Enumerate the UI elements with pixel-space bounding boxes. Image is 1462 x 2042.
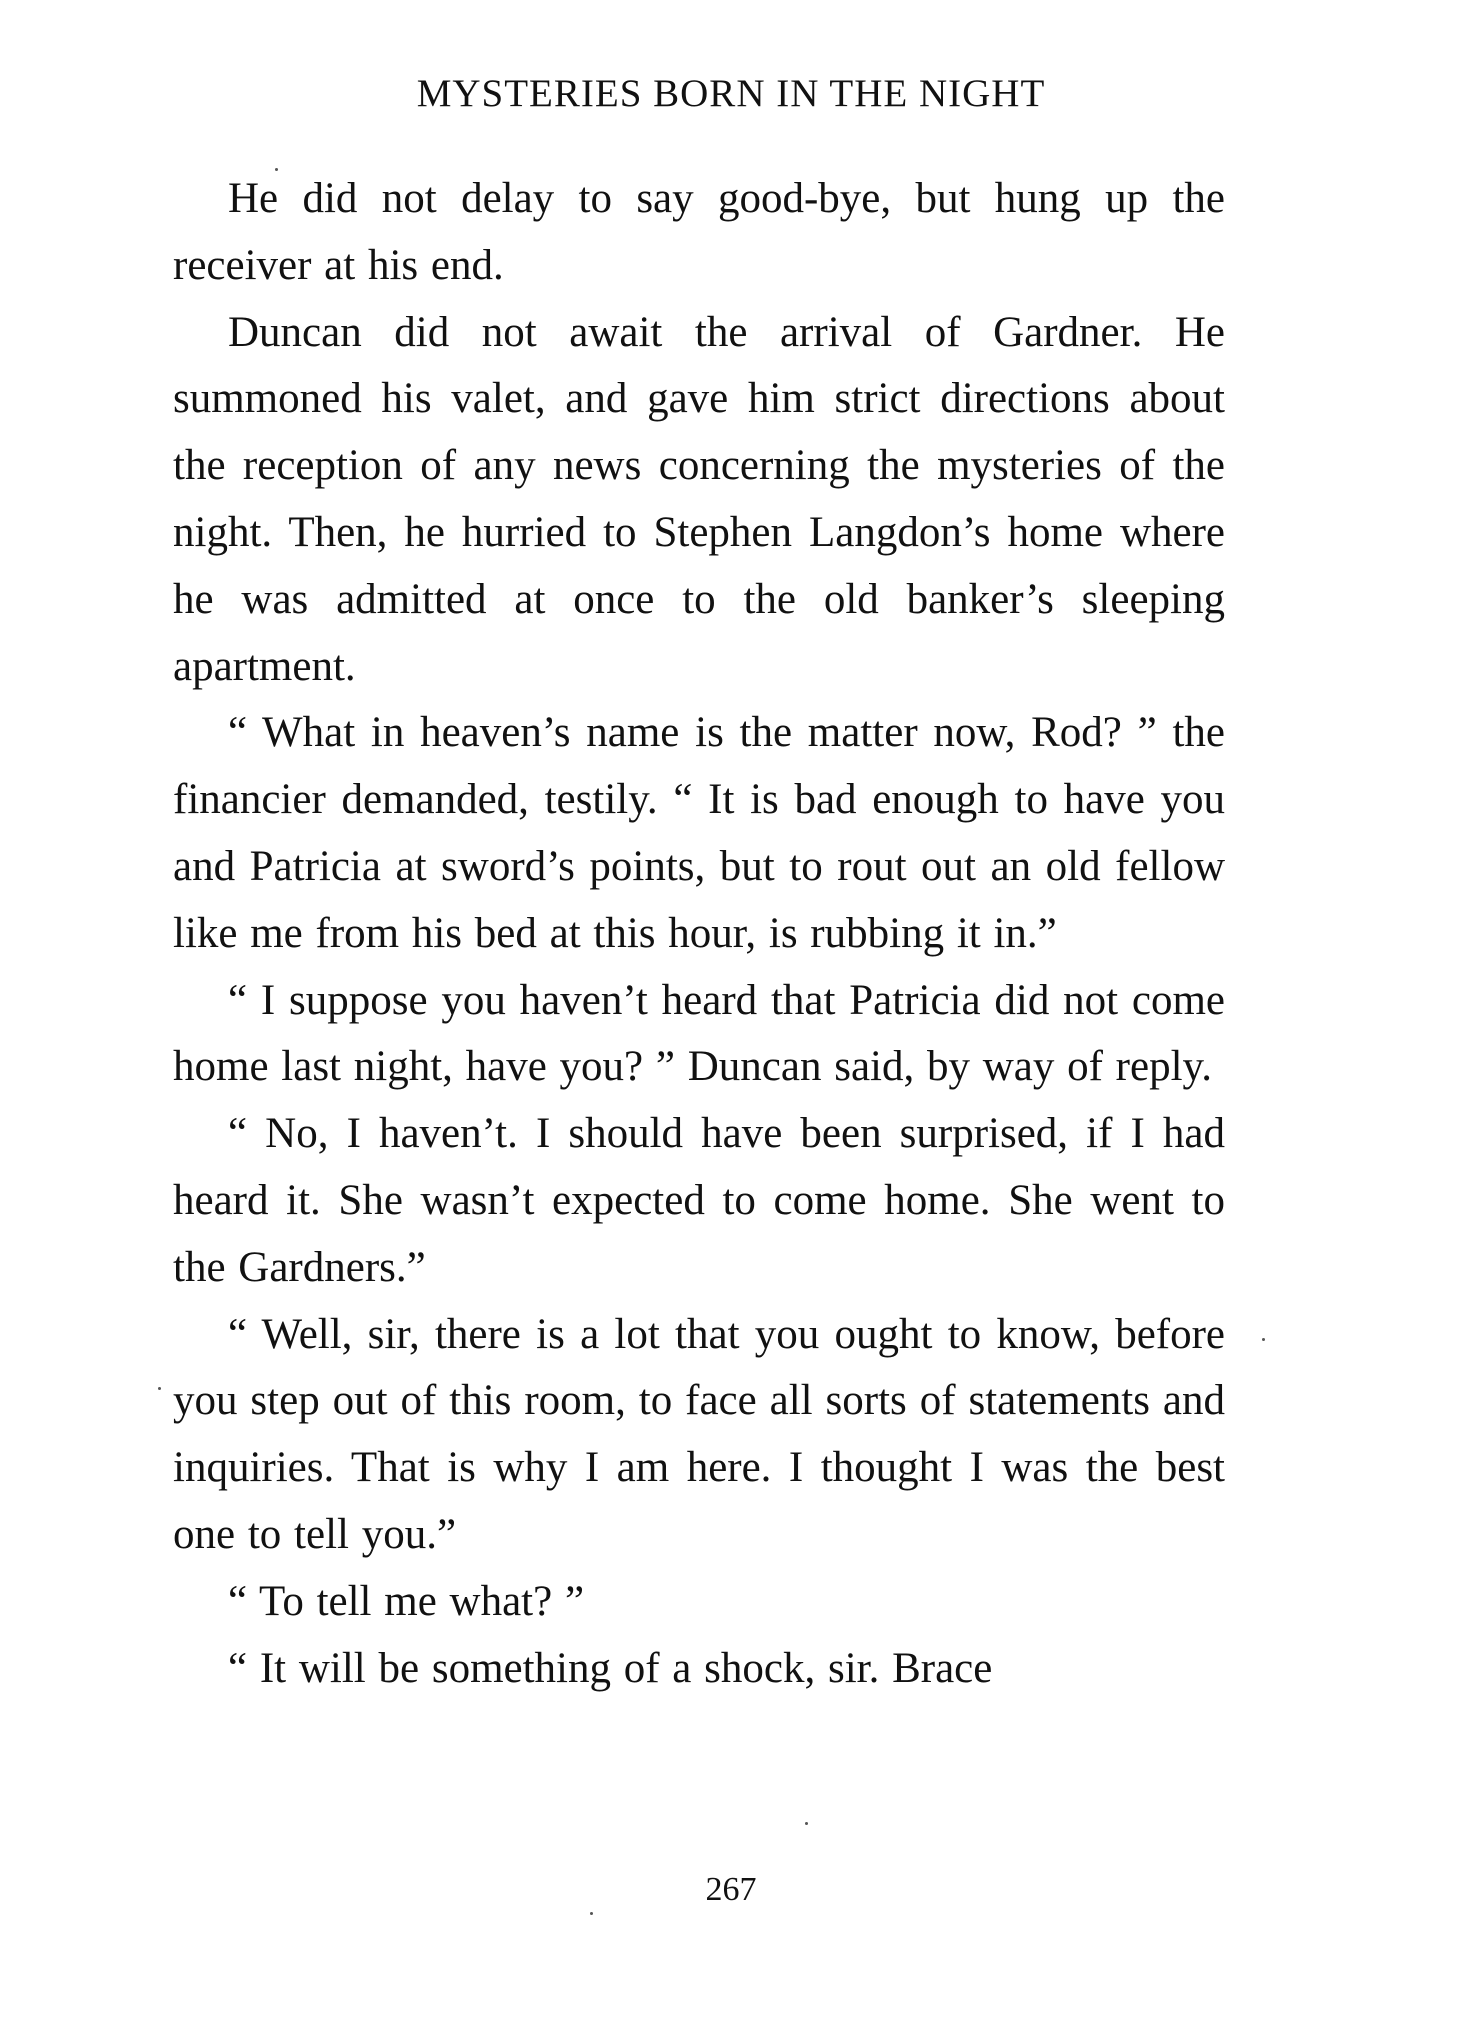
print-speck bbox=[805, 1822, 808, 1825]
running-head: MYSTERIES BORN IN THE NIGHT bbox=[416, 72, 1046, 115]
print-speck bbox=[1262, 1338, 1265, 1341]
body-text bbox=[173, 166, 1225, 1702]
page-number: 267 bbox=[705, 1871, 757, 1908]
paragraph: “ To tell me what? ” bbox=[228, 1577, 585, 1625]
print-speck bbox=[158, 1387, 161, 1390]
paragraph: Duncan did not await the arrival of Gardner. He summoned his valet, and gave him strict directions about the reception of any news concerning the mysteries of the night. Then, he hurried to Stephen Langdon’s home where he was admitted at once to the old banker’s sleeping apartment. bbox=[173, 308, 1225, 690]
paragraph: “ No, I haven’t. I should have been surprised, if I had heard it. She wasn’t expected to come home. She went to the Gardners.” bbox=[173, 1110, 1225, 1291]
paragraph: “ It will be something of a shock, sir. Brace bbox=[228, 1644, 993, 1692]
print-speck bbox=[275, 168, 278, 171]
print-speck bbox=[590, 1912, 593, 1915]
paragraph: “ I suppose you haven’t heard that Patricia did not come home last night, have you? ” Duncan said, by way of reply. bbox=[173, 976, 1225, 1091]
paragraph: “ Well, sir, there is a lot that you ought to know, before you step out of this room, to face all sorts of statements and inquiries. That is why I am here. I thought I was the best one to tell you.” bbox=[173, 1310, 1225, 1558]
paragraph: He did not delay to say good-bye, but hung up the receiver at his end. bbox=[173, 175, 1225, 289]
paragraph: “ What in heaven’s name is the matter now, Rod? ” the financier demanded, testily. “ It is bad enough to have you and Patricia at sword’s points, but to rout out an old fellow like me from his bed at this hour, is rubbing it in.” bbox=[173, 709, 1225, 957]
